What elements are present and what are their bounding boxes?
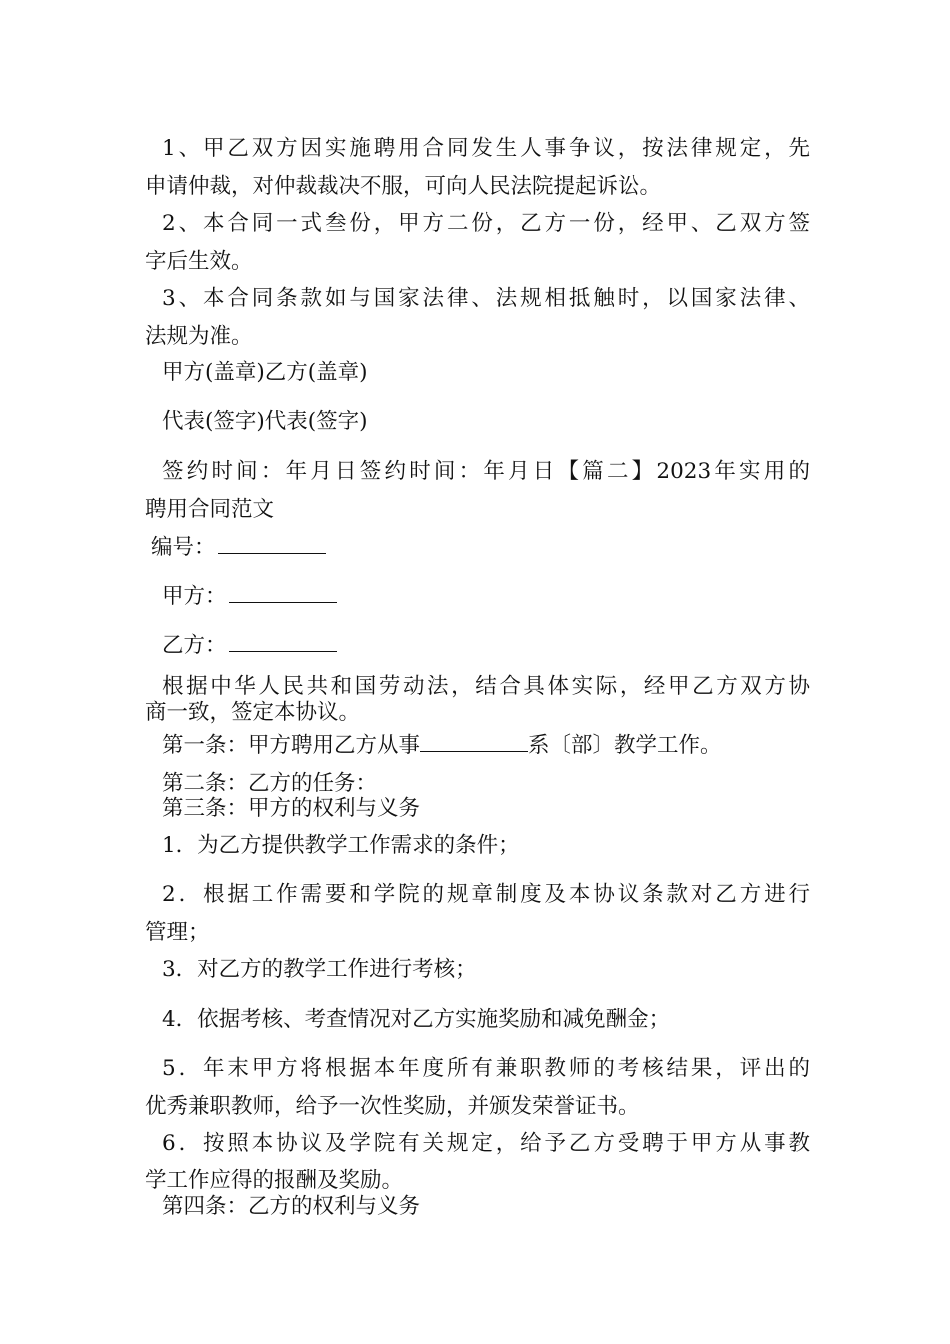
item-6-line-2: 学工作应得的报酬及奖励。 (145, 1168, 404, 1193)
party-b-label: 乙方： (162, 633, 227, 658)
item-2-line-2: 管理； (145, 920, 210, 945)
article-4: 第四条：乙方的权利与义务 (162, 1194, 421, 1219)
item-6-line-1: 6．按照本协议及学院有关规定，给予乙方受聘于甲方从事教 (162, 1131, 810, 1156)
clause-2-line-1: 2、本合同一式叁份，甲方二份，乙方一份，经甲、乙双方签 (162, 211, 810, 236)
party-a-field (145, 578, 810, 615)
item-2-line-1: 2．根据工作需要和学院的规章制度及本协议条款对乙方进行 (162, 882, 810, 907)
item-1: 1．为乙方提供教学工作需求的条件； (162, 833, 520, 858)
clause-2-line-2: 字后生效。 (145, 249, 253, 274)
article-2: 第二条：乙方的任务： (162, 771, 378, 796)
clause-3-line-1: 3、本合同条款如与国家法律、法规相抵触时，以国家法律、 (162, 286, 810, 311)
seal-line: 甲方(盖章)乙方(盖章) (162, 360, 368, 385)
contract-number-blank (218, 533, 326, 554)
item-4: 4．依据考核、考查情况对乙方实施奖励和减免酬金； (162, 1007, 671, 1032)
signing-date-line-1: 签约时间：年月日签约时间：年月日【篇二】2023年实用的 (162, 459, 810, 484)
article-3: 第三条：甲方的权利与义务 (162, 796, 421, 821)
contract-number-field (145, 529, 810, 566)
clause-1-line-2: 申请仲裁，对仲裁裁决不服，可向人民法院提起诉讼。 (145, 174, 662, 199)
representative-line: 代表(签字)代表(签字) (162, 409, 368, 434)
article-1-blank (420, 731, 528, 752)
item-5-line-1: 5．年末甲方将根据本年度所有兼职教师的考核结果，评出的 (162, 1056, 810, 1081)
clause-3-line-2: 法规为准。 (145, 324, 253, 349)
basis-line-1: 根据中华人民共和国劳动法，结合具体实际，经甲乙方双方协 (162, 674, 810, 699)
article-1-suffix: 系〔部〕教学工作。 (528, 733, 722, 758)
party-b-blank (229, 631, 337, 652)
contract-number-label: 编号： (151, 535, 216, 560)
clause-1-line-1: 1、甲乙双方因实施聘用合同发生人事争议，按法律规定，先 (162, 136, 810, 161)
party-a-label: 甲方： (162, 584, 227, 609)
party-b-field (145, 627, 810, 664)
article-1 (145, 727, 810, 764)
signing-date-line-2: 聘用合同范文 (145, 497, 275, 522)
party-a-blank (229, 582, 337, 603)
article-1-prefix: 第一条：甲方聘用乙方从事 (162, 733, 421, 758)
item-5-line-2: 优秀兼职教师，给予一次性奖励，并颁发荣誉证书。 (145, 1094, 640, 1119)
basis-line-2: 商一致，签定本协议。 (145, 700, 361, 725)
item-3: 3．对乙方的教学工作进行考核； (162, 957, 477, 982)
